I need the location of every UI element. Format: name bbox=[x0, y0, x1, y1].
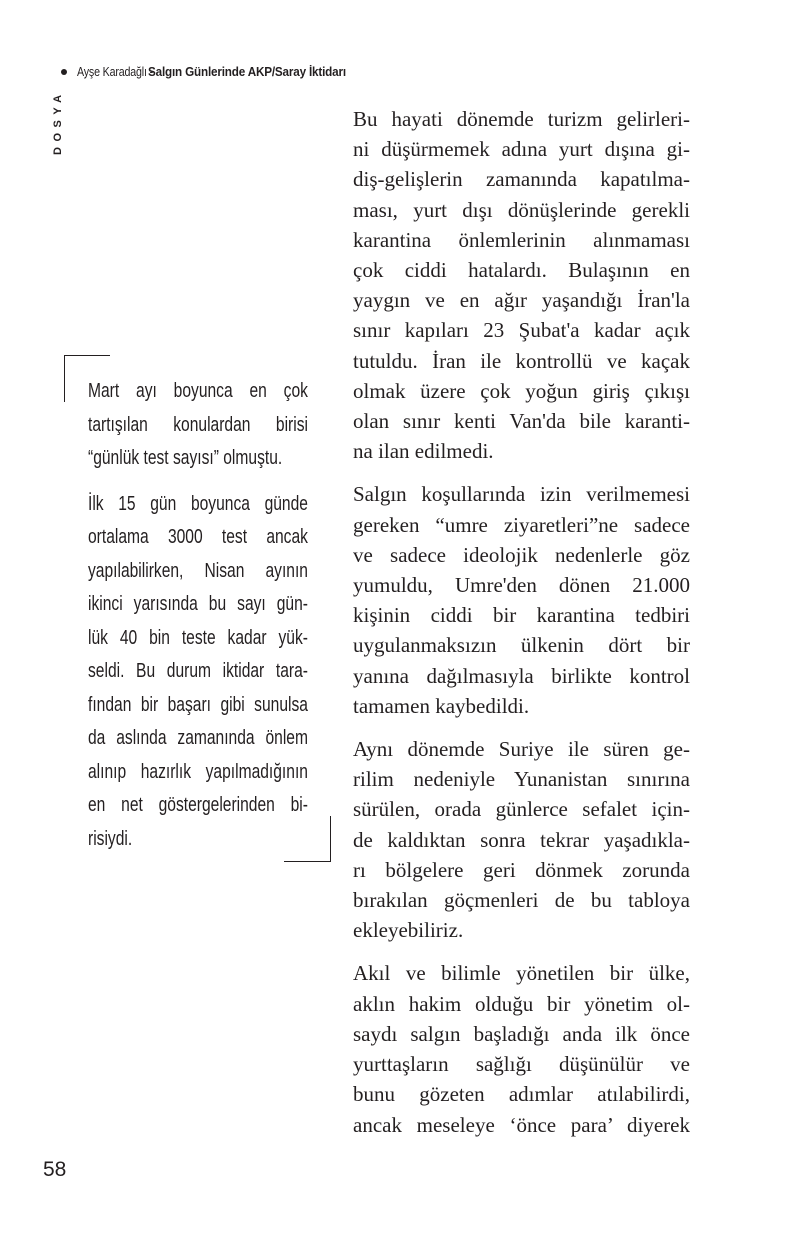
body-line: sınır kapıları 23 Şubat'a kadar açık bbox=[353, 318, 690, 343]
body-line: rilim nedeniyle Yunanistan sınırına bbox=[353, 767, 690, 792]
bracket-bottom-right-vertical bbox=[330, 816, 331, 862]
body-line: aklın hakim olduğu bir yönetim ol- bbox=[353, 991, 690, 1016]
body-line: de kaldıktan sonra tekrar yaşadıkla- bbox=[353, 827, 690, 852]
pull-quote-line: da aslında zamanında önlem bbox=[88, 727, 308, 749]
body-line: kişinin ciddi bir karantina tedbiri bbox=[353, 603, 690, 628]
body-line: saydı salgın başladığı anda ilk önce bbox=[353, 1021, 690, 1046]
pull-quote-paragraph bbox=[88, 375, 308, 476]
body-line: ması, yurt dışı dönüşlerinde gerekli bbox=[353, 197, 690, 222]
section-label: DOSYA bbox=[52, 89, 64, 155]
pull-quote-line: ortalama 3000 test ancak bbox=[88, 526, 308, 548]
bracket-top-left-vertical bbox=[64, 355, 65, 402]
bracket-bottom-right-horizontal bbox=[284, 861, 331, 862]
body-line: Aynı dönemde Suriye ile süren ge- bbox=[353, 737, 690, 762]
body-line: olan sınır kenti Van'da bile karanti- bbox=[353, 409, 690, 434]
body-line: gereken “umre ziyaretleri”ne sadece bbox=[353, 512, 690, 537]
body-line: bunu gözeten adımlar atılabilirdi, bbox=[353, 1082, 690, 1107]
pull-quote-paragraph bbox=[88, 488, 308, 857]
body-paragraph bbox=[353, 958, 690, 1139]
running-head-title: Salgın Günlerinde AKP/Saray İktidarı bbox=[147, 64, 346, 79]
pull-quote-line: tartışılan konulardan birisi bbox=[88, 413, 308, 436]
body-line: yurttaşların sağlığı düşünülür ve bbox=[353, 1052, 690, 1077]
pull-quote bbox=[64, 355, 332, 863]
pull-quote-line: yapılabilirken, Nisan ayının bbox=[88, 559, 308, 582]
body-line: Akıl ve bilimle yönetilen bir ülke, bbox=[353, 961, 690, 986]
running-head bbox=[60, 64, 368, 79]
body-line: rı bölgelere geri dönmek zorunda bbox=[353, 857, 690, 882]
pull-quote-line: “günlük test sayısı” olmuştu. bbox=[88, 447, 283, 469]
body-line: yanına dağılmasıyla birlikte kontrol bbox=[353, 663, 690, 688]
body-line: uygulanmaksızın ülkenin dört bir bbox=[353, 633, 690, 658]
pull-quote-line: seldi. Bu durum iktidar tara- bbox=[88, 660, 308, 682]
pull-quote-line: lük 40 bin teste kadar yük- bbox=[88, 626, 308, 649]
body-line: olmak üzere çok yoğun giriş çıkışı bbox=[353, 378, 690, 403]
pull-quote-line: İlk 15 gün boyunca günde bbox=[88, 492, 308, 515]
body-line: tutuldu. İran ile kontrollü ve kaçak bbox=[353, 348, 690, 373]
bracket-top-left-horizontal bbox=[64, 355, 110, 356]
body-line: yumuldu, Umre'den dönen 21.000 bbox=[353, 573, 690, 598]
body-line: ve sadece ideolojik nedenlerle göz bbox=[353, 542, 690, 567]
pull-quote-line: fından bir başarı gibi sunulsa bbox=[88, 693, 308, 716]
pull-quote-line: Mart ayı boyunca en çok bbox=[88, 380, 308, 402]
pull-quote-line: risiydi. bbox=[88, 827, 133, 850]
body-line: yaygın ve en ağır yaşandığı İran'la bbox=[353, 288, 690, 313]
body-paragraph bbox=[353, 734, 690, 945]
body-text-column bbox=[353, 104, 690, 1153]
pull-quote-text bbox=[88, 375, 308, 868]
pull-quote-line: alınıp hazırlık yapılmadığının bbox=[88, 760, 308, 783]
body-line: sürülen, orada günlerce sefalet için- bbox=[353, 797, 690, 822]
body-paragraph bbox=[353, 104, 690, 466]
body-line: ekleyebiliriz. bbox=[353, 918, 464, 943]
page-number: 58 bbox=[43, 1158, 67, 1181]
body-line: bırakılan göçmenleri de bu tabloya bbox=[353, 888, 690, 913]
body-line: Bu hayati dönemde turizm gelirleri- bbox=[353, 107, 690, 131]
body-line: karantina önlemlerinin alınmaması bbox=[353, 227, 690, 252]
body-paragraph bbox=[353, 479, 690, 721]
body-line: ni düşürmemek adına yurt dışına gi- bbox=[353, 137, 690, 162]
pull-quote-line: en net göstergelerinden bi- bbox=[88, 794, 308, 816]
body-line: tamamen kaybedildi. bbox=[353, 693, 530, 718]
running-head-author: Ayşe Karadağlı - bbox=[77, 64, 153, 79]
body-line: çok ciddi hatalardı. Bulaşının en bbox=[353, 258, 690, 283]
pull-quote-line: ikinci yarısında bu sayı gün- bbox=[88, 593, 308, 615]
bullet-icon bbox=[61, 69, 67, 75]
body-line: ancak meseleye ‘önce para’ diyerek bbox=[353, 1112, 690, 1137]
body-line: diş-gelişlerin zamanında kapatılma- bbox=[353, 167, 690, 192]
body-line: Salgın koşullarında izin verilmemesi bbox=[353, 482, 690, 507]
body-line: na ilan edilmedi. bbox=[353, 439, 494, 464]
